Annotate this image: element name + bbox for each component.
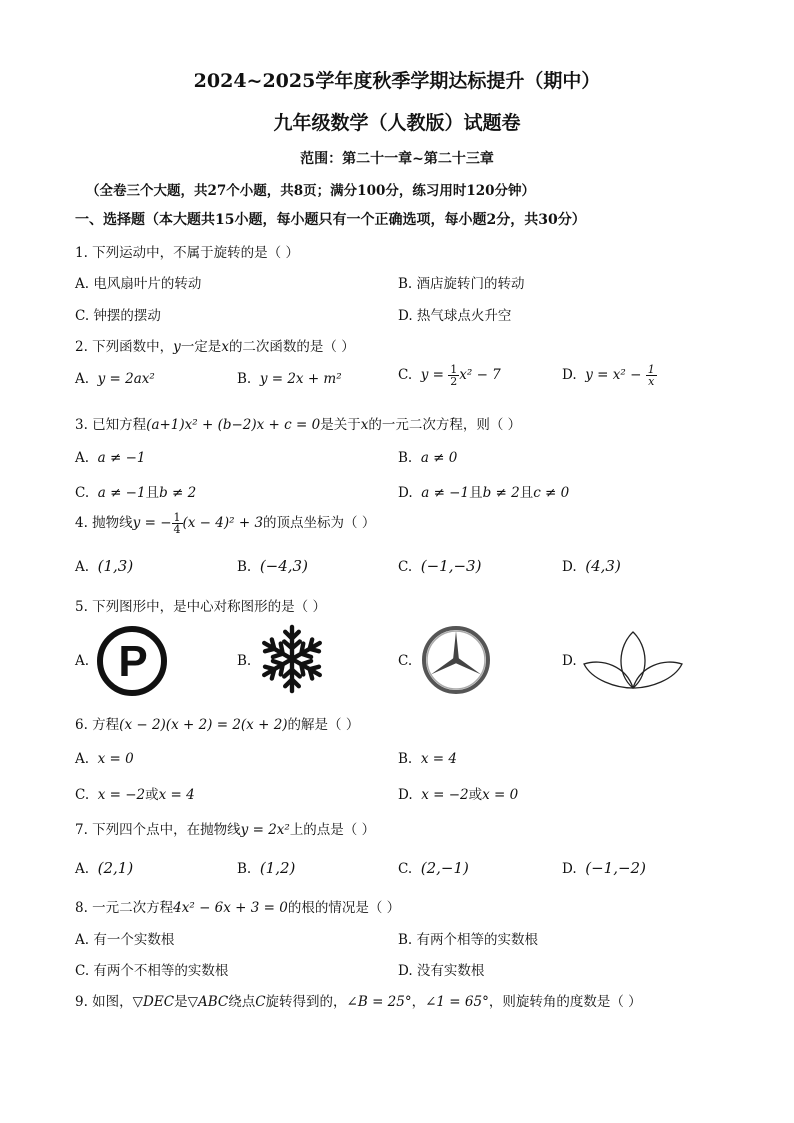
q2-option-b [237, 371, 342, 387]
q8-equation: 4x² − 6x + 3 = 0 [173, 900, 288, 916]
q1-option-c: C. 钟摆的摆动 [75, 308, 161, 324]
option-label: A. [75, 371, 90, 387]
q3-equation: (a+1)x² + (b−2)x + c = 0 [146, 417, 321, 433]
option-label: C. [75, 787, 90, 803]
q9-text: ， [411, 994, 426, 1010]
fraction [448, 364, 459, 387]
q9-math: ∠B = 25° [346, 994, 412, 1010]
q7-equation: y = 2x² [240, 822, 290, 838]
section-heading: 一、选择题（本大题共15小题，每小题只有一个正确选项，每小题2分，共30分） [75, 212, 586, 228]
option-label: B. [237, 559, 252, 575]
q6-option-d [398, 783, 518, 803]
q5-figure-c-three-point-star [420, 624, 492, 700]
q1-option-a: A. 电风扇叶片的转动 [75, 276, 202, 292]
q4-option-c [398, 557, 481, 575]
q8-option-b: B. 有两个相等的实数根 [398, 932, 539, 948]
q2-option-a [75, 371, 155, 387]
option-math: x = 4 [420, 751, 457, 767]
q9-text: ，则旋转角的度数是（ ） [488, 994, 642, 1010]
question-2-stem [75, 335, 355, 355]
q6-text: 的解是（ ） [287, 717, 360, 733]
q4-option-b [237, 557, 308, 575]
question-9-stem [75, 990, 642, 1010]
option-text: 且 [145, 485, 160, 501]
option-math: a ≠ −1 [97, 450, 146, 466]
q5-option-b-label: B. [237, 653, 252, 669]
exam-scope: 范围：第二十一章~第二十三章 [300, 151, 494, 167]
option-math: (−1,−2) [585, 859, 646, 877]
q4-option-d [562, 557, 621, 575]
question-6-stem [75, 713, 359, 733]
q5-figure-b-snowflake-icon [257, 623, 327, 699]
option-label: C. [398, 559, 413, 575]
fraction [646, 364, 657, 387]
q7-option-a [75, 859, 133, 877]
option-label: A. [75, 751, 90, 767]
option-math: (4,3) [585, 557, 621, 575]
option-math: y = x² − [585, 367, 642, 383]
question-1-stem: 1. 下列运动中，不属于旋转的是（ ） [75, 245, 299, 261]
q6-equation: (x − 2)(x + 2) = 2(x + 2) [119, 717, 288, 733]
q5-option-a-label: A. [75, 653, 90, 669]
option-math: (2,1) [97, 859, 134, 877]
exam-title: 2024~2025学年度秋季学期达标提升（期中） [193, 70, 601, 92]
numerator: 1 [173, 511, 181, 524]
q7-option-b [237, 859, 295, 877]
question-8-stem [75, 896, 400, 916]
denominator: x [648, 375, 655, 388]
q4-text: 的顶点坐标为（ ） [263, 515, 376, 531]
option-label: D. [562, 367, 577, 383]
q2-var-y: y [173, 339, 181, 355]
denominator: 4 [173, 523, 181, 536]
q3-text: 3. 已知方程 [75, 417, 147, 433]
option-label: B. [237, 371, 252, 387]
q3-var-x: x [360, 417, 369, 433]
q2-var-x: x [221, 339, 229, 355]
q2-option-d [562, 364, 657, 387]
option-math: c ≠ 0 [533, 485, 570, 501]
option-math: a ≠ −1 [421, 485, 470, 501]
q9-math: ▽DEC [132, 994, 175, 1010]
q8-option-d: D. 没有实数根 [398, 963, 485, 979]
q2-option-c [398, 364, 501, 387]
option-math: x = −2 [97, 787, 146, 803]
option-math: y = [420, 367, 444, 383]
q3-text: 是关于 [320, 417, 361, 433]
q9-text: 9. 如图， [75, 994, 133, 1010]
option-label: D. [398, 485, 413, 501]
question-4-stem [75, 511, 375, 535]
option-math: (1,2) [259, 859, 296, 877]
q3-option-d [398, 481, 569, 501]
question-5-stem: 5. 下列图形中，是中心对称图形的是（ ） [75, 599, 326, 615]
exam-subtitle: 九年级数学（人教版）试题卷 [273, 112, 521, 134]
option-label: A. [75, 861, 90, 877]
q7-option-d [562, 859, 646, 877]
q4-option-a [75, 557, 133, 575]
q4-equation: y = − [132, 515, 172, 531]
option-label: B. [398, 751, 413, 767]
option-math: (−1,−3) [420, 557, 482, 575]
q8-text: 8. 一元二次方程 [75, 900, 174, 916]
q5-figure-d-lotus [580, 628, 686, 696]
option-math: a ≠ −1 [97, 485, 146, 501]
q1-option-d: D. 热气球点火升空 [398, 308, 512, 324]
option-label: A. [75, 559, 90, 575]
option-label: A. [75, 450, 90, 466]
q3-text: 的一元二次方程，则（ ） [368, 417, 522, 433]
q9-text: 是 [174, 994, 188, 1010]
option-math: y = 2ax² [97, 371, 155, 387]
question-7-stem [75, 818, 375, 838]
q6-option-a [75, 751, 134, 767]
q3-option-b [398, 450, 457, 466]
q5-option-c-label: C. [398, 653, 413, 669]
option-math: x = 0 [97, 751, 134, 767]
option-text: 或 [468, 787, 483, 803]
option-math: x² − 7 [459, 367, 501, 383]
option-label: C. [75, 485, 90, 501]
question-3-stem [75, 413, 521, 433]
option-math: (2,−1) [420, 859, 469, 877]
q8-option-c: C. 有两个不相等的实数根 [75, 963, 229, 979]
q8-option-a: A. 有一个实数根 [75, 932, 175, 948]
q9-math: ∠1 = 65° [425, 994, 489, 1010]
option-label: B. [237, 861, 252, 877]
q1-option-b: B. 酒店旋转门的转动 [398, 276, 525, 292]
option-text: 且 [519, 485, 534, 501]
option-math: x = −2 [421, 787, 469, 803]
option-text: 且 [469, 485, 483, 501]
q8-text: 的根的情况是（ ） [287, 900, 401, 916]
option-label: C. [398, 367, 413, 383]
q6-option-c [75, 783, 195, 803]
fraction [172, 512, 183, 535]
option-text: 或 [145, 787, 159, 803]
q2-text: 一定是 [180, 339, 222, 355]
option-label: D. [562, 559, 577, 575]
option-math: b ≠ 2 [482, 485, 520, 501]
q7-text: 7. 下列四个点中，在抛物线 [75, 822, 241, 838]
option-math: a ≠ 0 [420, 450, 458, 466]
q5-figure-a-parking-sign [96, 625, 168, 701]
q6-option-b [398, 751, 457, 767]
numerator: 1 [647, 363, 655, 376]
q3-option-c [75, 481, 196, 501]
q9-text: 绕点 [228, 994, 256, 1010]
q3-option-a [75, 450, 145, 466]
q7-option-c [398, 859, 469, 877]
q9-text: 旋转得到的， [265, 994, 347, 1010]
q4-text: 4. 抛物线 [75, 515, 133, 531]
option-math: b ≠ 2 [159, 485, 197, 501]
q4-equation: (x − 4)² + 3 [182, 515, 264, 531]
option-label: B. [398, 450, 413, 466]
q5-option-d-label: D. [562, 653, 577, 669]
numerator: 1 [450, 363, 458, 376]
option-math: (−4,3) [259, 557, 308, 575]
option-math: (1,3) [97, 557, 134, 575]
option-math: x = 4 [158, 787, 195, 803]
exam-note: （全卷三个大题，共27个小题，共8页；满分100分，练习用时120分钟） [86, 183, 536, 199]
q6-text: 6. 方程 [75, 717, 120, 733]
q9-math: ▽ABC [187, 994, 229, 1010]
option-label: C. [398, 861, 413, 877]
option-label: D. [562, 861, 577, 877]
q5-figure-a-letter: P [118, 637, 148, 686]
q9-math: C [255, 994, 266, 1010]
option-label: D. [398, 787, 413, 803]
option-math: x = 0 [482, 787, 519, 803]
q2-text: 2. 下列函数中， [75, 339, 174, 355]
denominator: 2 [450, 375, 458, 388]
option-math: y = 2x + m² [259, 371, 342, 387]
q2-text: 的二次函数的是（ ） [228, 339, 355, 355]
q7-text: 上的点是（ ） [289, 822, 376, 838]
